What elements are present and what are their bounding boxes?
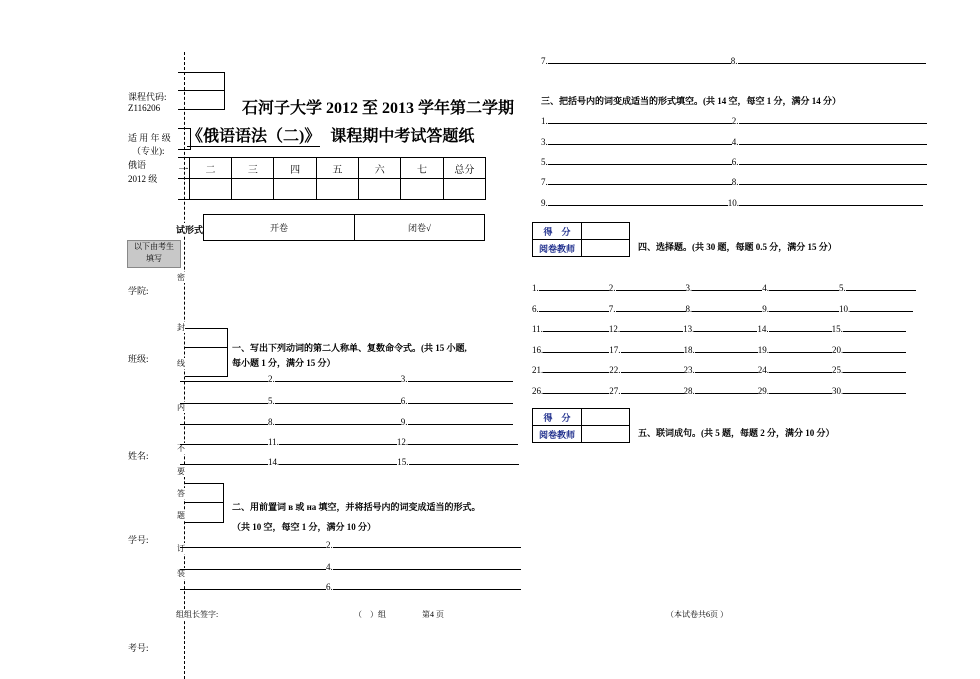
q-number: 15. <box>831 324 843 335</box>
q-number: 4. <box>762 283 769 293</box>
q-number: 5. <box>268 396 275 406</box>
q-number: 6. <box>400 396 408 406</box>
answer-line[interactable] <box>333 569 521 570</box>
seal-char: 不 <box>177 444 185 453</box>
answer-line[interactable] <box>180 424 268 425</box>
answer-line[interactable] <box>180 381 268 382</box>
answer-line[interactable] <box>548 205 728 206</box>
s4-row <box>532 304 913 314</box>
answer-line[interactable] <box>692 290 762 291</box>
q-number: 25. <box>832 365 844 376</box>
q-number: 5. <box>541 157 548 167</box>
q-number: 21. <box>532 365 544 376</box>
seal-char: 订 <box>177 544 185 553</box>
score-header: 一 <box>178 158 189 179</box>
q-number: 1. <box>532 283 539 293</box>
grader-input[interactable] <box>582 240 630 257</box>
seal-char: 答 <box>177 489 185 498</box>
score-label: 得 分 <box>533 223 582 240</box>
open-book: 开卷 <box>204 215 355 241</box>
answer-line[interactable] <box>279 444 397 445</box>
answer-line[interactable] <box>543 352 609 353</box>
answer-line[interactable] <box>843 393 906 394</box>
score-label: 得 分 <box>533 409 582 426</box>
s3-row <box>541 198 923 208</box>
answer-line[interactable] <box>695 372 758 373</box>
q-number: 24. <box>757 365 769 376</box>
s4-row <box>532 324 906 334</box>
answer-line[interactable] <box>621 352 684 353</box>
s4-row <box>532 386 906 396</box>
grade: 2012 级 <box>128 174 158 184</box>
section4-score-box <box>532 222 630 257</box>
seal-char: 装 <box>177 569 185 578</box>
score-header: 总分 <box>443 158 485 179</box>
answer-line[interactable] <box>275 381 401 382</box>
section1-score-divider <box>185 347 227 348</box>
section1-title-line1: 一、写出下列动词的第二人称单、复数命令式。(共 15 小题, <box>232 343 467 353</box>
score-header: 二 <box>189 158 231 179</box>
grader-input[interactable] <box>582 426 630 443</box>
answer-line[interactable] <box>739 144 927 145</box>
exam-form-table <box>203 214 485 241</box>
s2-row <box>180 540 521 550</box>
q-number: 22. <box>609 365 621 376</box>
q-number: 3. <box>400 374 408 384</box>
answer-line[interactable] <box>694 331 757 332</box>
answer-line[interactable] <box>769 331 832 332</box>
s4-row <box>532 345 906 355</box>
q-number: 14. <box>757 324 769 335</box>
q-number: 11. <box>532 324 543 335</box>
s4-row <box>532 365 906 375</box>
answer-line[interactable] <box>543 372 609 373</box>
s2-row <box>180 562 521 572</box>
answer-line[interactable] <box>769 290 839 291</box>
answer-line[interactable] <box>739 164 927 165</box>
s3-row <box>541 177 927 187</box>
course-name: 《俄语语法（二)》 <box>187 123 320 147</box>
answer-line[interactable] <box>180 403 268 404</box>
answer-line[interactable] <box>333 589 521 590</box>
q-number: 8. <box>731 177 739 187</box>
score-cell[interactable] <box>316 179 358 200</box>
score-cell[interactable] <box>359 179 401 200</box>
s3-row <box>541 116 927 126</box>
answer-line[interactable] <box>275 403 401 404</box>
answer-line[interactable] <box>180 464 268 465</box>
student-id-label: 学号: <box>128 535 149 545</box>
q-number: 5. <box>839 283 846 293</box>
answer-line[interactable] <box>408 444 518 445</box>
q-number: 11. <box>268 437 279 447</box>
section3-title: 三、把括号内的词变成适当的形式填空。(共 14 空，每空 1 分，满分 14 分） <box>541 96 841 106</box>
q-number: 4. <box>326 562 333 572</box>
q-number: 30. <box>832 386 844 396</box>
answer-line[interactable] <box>843 352 906 353</box>
top-row <box>541 56 926 66</box>
score-cell[interactable] <box>178 179 189 200</box>
q-number: 8. <box>730 56 738 66</box>
s1-row <box>180 396 513 406</box>
score-header: 五 <box>316 158 358 179</box>
closed-book: 闭卷√ <box>355 215 485 241</box>
score-cell[interactable] <box>401 179 443 200</box>
answer-line[interactable] <box>548 144 732 145</box>
s3-row <box>541 137 927 147</box>
fill-note-line2: 填写 <box>146 254 162 263</box>
q-number: 7. <box>541 56 548 66</box>
seal-char: 要 <box>177 467 185 476</box>
q-number: 19. <box>757 344 769 355</box>
section5-score-box <box>532 408 630 443</box>
answer-line[interactable] <box>408 381 513 382</box>
q-number: 9. <box>541 198 548 208</box>
section2-score-divider <box>185 502 223 503</box>
s1-row <box>180 437 518 447</box>
section2-title-line2: （共 10 空，每空 1 分，满分 10 分） <box>232 522 377 532</box>
q-number: 3. <box>541 137 548 147</box>
score-table <box>178 157 486 200</box>
answer-line[interactable] <box>843 372 906 373</box>
answer-line[interactable] <box>616 290 686 291</box>
answer-line[interactable] <box>616 311 686 312</box>
seal-char: 题 <box>177 511 185 520</box>
score-cell[interactable] <box>232 179 274 200</box>
seal-char: 线 <box>177 359 185 368</box>
q-number: 3. <box>685 283 693 293</box>
score-input[interactable] <box>582 223 630 240</box>
section2-title-line1: 二、用前置词 в 或 на 填空，并将括号内的词变成适当的形式。 <box>232 502 481 512</box>
q-number: 10. <box>839 303 851 314</box>
section5-title: 五、联词成句。(共 5 题，每题 2 分，满分 10 分） <box>638 428 835 438</box>
code-box <box>178 72 225 110</box>
q-number: 4. <box>731 137 739 147</box>
q-number: 6. <box>731 157 739 167</box>
answer-line[interactable] <box>548 123 732 124</box>
score-cell[interactable] <box>274 179 316 200</box>
q-number: 26. <box>532 386 544 396</box>
score-header: 六 <box>359 158 401 179</box>
q-number: 12. <box>396 437 409 447</box>
answer-line[interactable] <box>739 205 923 206</box>
section2-title <box>232 497 481 537</box>
answer-line[interactable] <box>769 352 832 353</box>
score-header: 七 <box>401 158 443 179</box>
answer-line[interactable] <box>621 372 684 373</box>
answer-line[interactable] <box>695 393 758 394</box>
q-number: 2. <box>608 283 616 293</box>
score-input[interactable] <box>582 409 630 426</box>
answer-line[interactable] <box>409 464 519 465</box>
total-pages: （本试卷共6页 ） <box>666 610 728 619</box>
major: 俄语 <box>128 160 147 170</box>
q-number: 9. <box>400 417 408 427</box>
q-number: 28. <box>683 386 695 396</box>
fill-note-line1: 以下由考生 <box>134 242 174 251</box>
university-title: 石河子大学 2012 至 2013 学年第二学期 <box>242 100 515 117</box>
exam-no-label: 考号: <box>128 643 149 653</box>
course-code: Z116206 <box>128 103 161 113</box>
answer-line[interactable] <box>333 547 521 548</box>
college-label: 学院: <box>128 286 149 296</box>
answer-line[interactable] <box>180 569 326 570</box>
q-number: 2. <box>731 116 739 126</box>
q-number: 16. <box>532 344 544 355</box>
q-number: 29. <box>757 386 769 396</box>
q-number: 7. <box>541 177 548 187</box>
q-number: 15. <box>397 457 409 467</box>
answer-line[interactable] <box>180 547 326 548</box>
answer-line[interactable] <box>843 331 906 332</box>
answer-line[interactable] <box>769 372 832 373</box>
q-number: 9. <box>762 303 769 314</box>
answer-line[interactable] <box>539 311 609 312</box>
q-number: 27. <box>609 386 621 396</box>
q-number: 20. <box>832 344 844 355</box>
q-number: 6. <box>532 303 539 314</box>
answer-line[interactable] <box>850 311 913 312</box>
s4-row <box>532 283 916 293</box>
answer-line[interactable] <box>846 290 916 291</box>
class-label: 班级: <box>128 354 149 364</box>
grader-label: 阅卷教师 <box>533 426 582 443</box>
answer-line[interactable] <box>539 290 609 291</box>
section1-title-line2: 每小题 1 分，满分 15 分） <box>232 358 336 368</box>
s1-row <box>180 457 519 467</box>
q-number: 13. <box>683 324 695 335</box>
q-number: 14. <box>268 457 280 467</box>
course-code-label: 课程代码: <box>128 92 167 102</box>
q-number: 23. <box>683 365 695 376</box>
course-title-line <box>187 123 474 147</box>
exam-title: 课程期中考试答题纸 <box>330 128 475 145</box>
score-header: 三 <box>232 158 274 179</box>
section1-title <box>232 341 467 371</box>
grader-label: 阅卷教师 <box>533 240 582 257</box>
seal-char: 密 <box>177 273 185 282</box>
answer-line[interactable] <box>695 352 758 353</box>
answer-line[interactable] <box>279 464 397 465</box>
answer-line[interactable] <box>769 393 832 394</box>
leader-sign: 组组长签字: <box>176 610 219 619</box>
answer-line[interactable] <box>543 393 609 394</box>
score-header: 四 <box>274 158 316 179</box>
answer-line[interactable] <box>692 311 762 312</box>
answer-line[interactable] <box>408 424 513 425</box>
answer-line[interactable] <box>180 444 268 445</box>
s3-row <box>541 157 927 167</box>
q-number: 8. <box>685 303 693 314</box>
answer-line[interactable] <box>739 123 927 124</box>
answer-line[interactable] <box>769 311 839 312</box>
s2-row <box>180 582 521 592</box>
q-number: 10. <box>727 198 739 208</box>
answer-line[interactable] <box>620 331 683 332</box>
answer-line[interactable] <box>739 184 927 185</box>
answer-line[interactable] <box>180 589 326 590</box>
q-number: 1. <box>541 116 548 126</box>
answer-line[interactable] <box>548 184 732 185</box>
major-label: （专业): <box>132 146 165 156</box>
answer-line[interactable] <box>621 393 684 394</box>
page-label: 第4 页 <box>422 610 444 619</box>
q-number: 7. <box>608 303 616 314</box>
name-label: 姓名: <box>128 451 149 461</box>
q-number: 2. <box>268 374 275 384</box>
score-cell[interactable] <box>443 179 485 200</box>
seal-char: 封 <box>177 323 185 332</box>
s1-row <box>180 417 513 427</box>
answer-line[interactable] <box>548 63 731 64</box>
answer-line[interactable] <box>543 331 609 332</box>
exam-form-label: 试形式 <box>176 225 204 235</box>
q-number: 18. <box>683 344 695 355</box>
seal-char: 内 <box>177 403 185 412</box>
score-cell[interactable] <box>189 179 231 200</box>
answer-line[interactable] <box>408 403 513 404</box>
section2-score-box[interactable] <box>185 483 224 523</box>
section1-score-box[interactable] <box>185 328 228 377</box>
fill-note <box>127 240 181 268</box>
answer-line[interactable] <box>548 164 732 165</box>
q-number: 6. <box>326 582 333 592</box>
q-number: 8. <box>268 417 275 427</box>
section4-title: 四、选择题。(共 30 题，每题 0.5 分，满分 15 分） <box>638 242 837 252</box>
answer-line[interactable] <box>738 63 926 64</box>
answer-line[interactable] <box>275 424 401 425</box>
q-number: 17. <box>609 344 621 355</box>
s1-row <box>180 374 513 384</box>
q-number: 12. <box>608 324 621 335</box>
group-label: （ ）组 <box>354 610 386 619</box>
grade-label: 适 用 年 级 <box>128 133 171 143</box>
q-number: 2. <box>326 540 333 550</box>
